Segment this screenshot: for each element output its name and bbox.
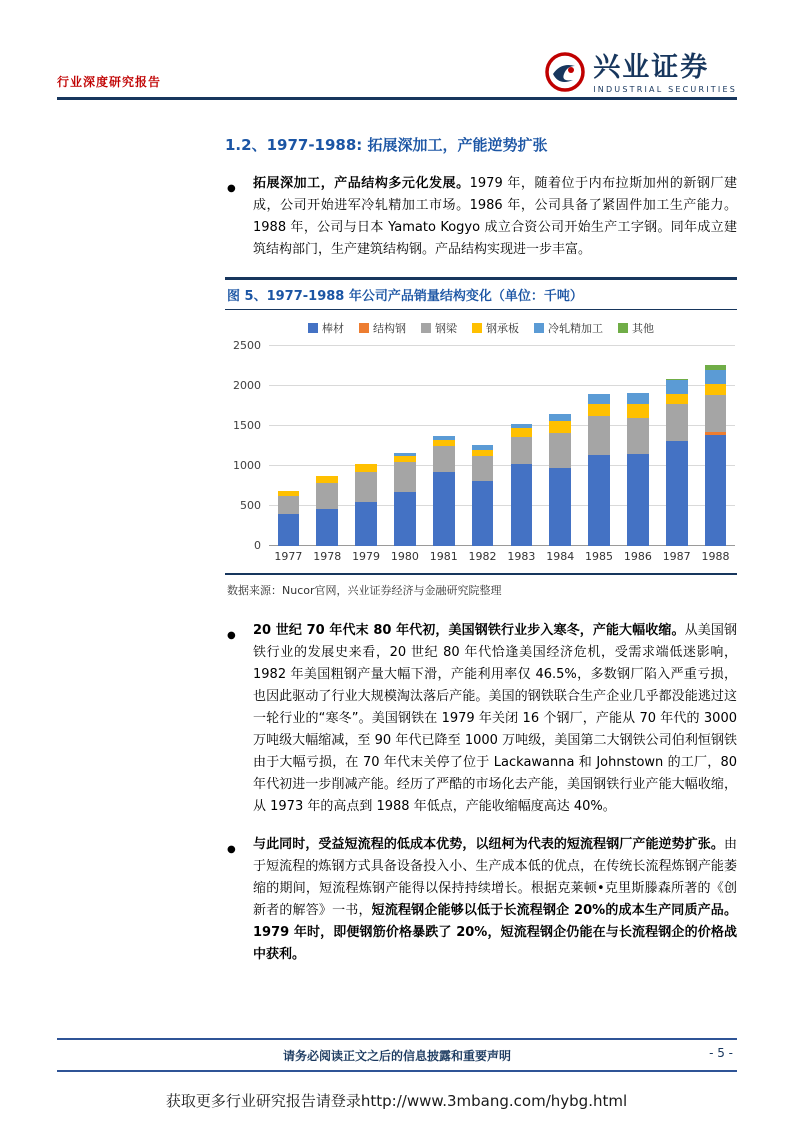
bullet-icon: ● xyxy=(227,183,236,194)
bar-slot xyxy=(618,346,657,546)
paragraph-2 xyxy=(225,620,737,818)
bar-segment xyxy=(627,418,649,454)
x-tick-label: 1983 xyxy=(507,550,536,563)
bar-segment xyxy=(394,462,416,492)
bar-segment xyxy=(705,395,727,432)
legend-label: 冷轧精加工 xyxy=(548,322,603,335)
legend-label: 棒材 xyxy=(322,322,344,335)
bar-segment xyxy=(316,509,338,546)
page-header xyxy=(57,52,737,96)
bar-slot xyxy=(385,346,424,546)
figure-title-bar xyxy=(225,277,737,310)
report-type-label: 行业深度研究报告 xyxy=(57,75,162,89)
bar-segment xyxy=(511,464,533,546)
bar-segment xyxy=(705,435,727,546)
legend-label: 其他 xyxy=(632,322,654,335)
legend-label: 钢承板 xyxy=(486,322,519,335)
bar-segment xyxy=(588,416,610,454)
chart-plot xyxy=(269,346,735,546)
legend-item xyxy=(308,320,344,336)
bar-slot xyxy=(463,346,502,546)
paragraph-3 xyxy=(225,834,737,966)
legend-swatch xyxy=(472,323,482,333)
legend-item xyxy=(359,320,406,336)
bar-slot xyxy=(269,346,308,546)
y-tick-label: 1000 xyxy=(233,459,261,472)
y-tick-label: 500 xyxy=(240,499,261,512)
brand-subtitle: INDUSTRIAL SECURITIES xyxy=(593,84,737,94)
paragraph-1 xyxy=(225,173,737,261)
bar-segment xyxy=(627,393,649,404)
x-tick-label: 1984 xyxy=(546,550,575,563)
bar-segment xyxy=(705,384,727,394)
bar-segment xyxy=(549,421,571,433)
bar-segment xyxy=(278,514,300,546)
figure-source: 数据来源：Nucor官网，兴业证券经济与金融研究院整理 xyxy=(227,584,502,597)
bar-segment xyxy=(588,455,610,546)
bar-segment xyxy=(549,414,571,421)
legend-swatch xyxy=(618,323,628,333)
legend-item xyxy=(618,320,654,336)
bar-segment xyxy=(278,496,300,514)
stacked-bar xyxy=(394,346,416,546)
bar-segment xyxy=(666,441,688,546)
bar-segment xyxy=(316,483,338,509)
footer-disclaimer: 请务必阅读正文之后的信息披露和重要声明 xyxy=(282,1049,511,1063)
x-tick-label: 1978 xyxy=(313,550,342,563)
bar-slot xyxy=(347,346,386,546)
bar-segment xyxy=(433,472,455,546)
x-tick-label: 1986 xyxy=(623,550,652,563)
header-divider xyxy=(57,97,737,100)
content-column xyxy=(225,134,737,982)
x-tick-label: 1980 xyxy=(390,550,419,563)
legend-label: 结构钢 xyxy=(373,322,406,335)
bar-segment xyxy=(355,472,377,502)
stacked-bar xyxy=(472,346,494,546)
legend-label: 钢梁 xyxy=(435,322,457,335)
x-tick-label: 1982 xyxy=(468,550,497,563)
paragraph-1-lead: 拓展深加工，产品结构多元化发展。 xyxy=(253,176,470,191)
legend-swatch xyxy=(421,323,431,333)
bar-segment xyxy=(394,492,416,546)
paragraph-2-body: 从美国钢铁行业的发展史来看，20 世纪 80 年代恰逢美国经济危机，受需求端低迷影响，1982 年美国粗钢产量大幅下滑，产能利用率仅 46.5%，多数钢厂陷入严重亏损，也因此驱动了行业大规模淘汰落后产能。美国的钢铁联合生产企业几乎都没能逃过这一轮行业的“寒冬”。美国钢铁在 1979 年关闭 16 个钢厂，产能从 70 年代的 3000 万吨级大幅缩减，至 90 年代已降至 1000 万吨级，美国第二大钢铁公司伯利恒钢铁由于大幅亏损，在 70 年代末关停了位于 Lackawanna 和 Johnstown 的工厂，80 年代初进一步削减产能。经历了严酷的市场化去产能，美国钢铁行业产能大幅收缩，从 1973 年的高点到 1988 年低点，产能收缩幅度高达 40%。 xyxy=(253,623,737,814)
bullet-icon: ● xyxy=(227,630,236,641)
stacked-bar xyxy=(666,346,688,546)
figure-title: 图 5、1977-1988 年公司产品销量结构变化（单位：千吨） xyxy=(227,289,583,304)
figure-5 xyxy=(225,277,737,598)
x-tick-label: 1981 xyxy=(429,550,458,563)
bar-segment xyxy=(549,468,571,546)
legend-item xyxy=(421,320,457,336)
bar-segment xyxy=(549,433,571,467)
bar-segment xyxy=(627,404,649,418)
bar-segment xyxy=(627,454,649,546)
paragraph-3-lead: 与此同时，受益短流程的低成本优势，以纽柯为代表的短流程钢厂产能逆势扩张。 xyxy=(253,837,724,852)
bar-segment xyxy=(472,481,494,546)
stacked-bar xyxy=(549,346,571,546)
y-tick-label: 0 xyxy=(254,539,261,552)
bar-segment xyxy=(472,456,494,481)
bar-segment xyxy=(511,437,533,463)
stacked-bar xyxy=(705,346,727,546)
bar-segment xyxy=(666,380,688,394)
bar-segment xyxy=(588,394,610,404)
chart-x-axis xyxy=(269,550,735,563)
company-logo-icon xyxy=(545,52,585,96)
bar-slot xyxy=(308,346,347,546)
y-tick-label: 1500 xyxy=(233,419,261,432)
bar-segment xyxy=(355,502,377,546)
x-tick-label: 1988 xyxy=(701,550,730,563)
page-number: - 5 - xyxy=(709,1046,733,1060)
stacked-bar xyxy=(316,346,338,546)
brand-text xyxy=(593,54,737,93)
legend-swatch xyxy=(308,323,318,333)
section-heading: 1.2、1977-1988: 拓展深加工，产能逆势扩张 xyxy=(225,136,548,154)
x-tick-label: 1987 xyxy=(662,550,691,563)
stacked-bar xyxy=(511,346,533,546)
brand-name: 兴业证券 xyxy=(593,52,710,84)
paragraph-3-body: 由于短流程的炼钢方式具备设备投入小、生产成本低的优点，在传统长流程炼钢产能萎缩的期间，短流程炼钢产能得以保持持续增长。根据克莱顿•克里斯滕森所著的《创新者的解答》一书， xyxy=(253,837,737,918)
chart-plot-wrap xyxy=(227,339,735,552)
x-tick-label: 1977 xyxy=(274,550,303,563)
x-tick-label: 1979 xyxy=(352,550,381,563)
bullet-icon: ● xyxy=(227,844,236,855)
legend-swatch xyxy=(359,323,369,333)
bar-segment xyxy=(666,394,688,404)
y-tick-label: 2500 xyxy=(233,339,261,352)
bar-slot xyxy=(696,346,735,546)
legend-swatch xyxy=(534,323,544,333)
stacked-bar xyxy=(588,346,610,546)
bar-segment xyxy=(666,404,688,441)
stacked-bar xyxy=(355,346,377,546)
stacked-bar xyxy=(433,346,455,546)
promo-line: 获取更多行业研究报告请登录http://www.3mbang.com/hybg.html xyxy=(165,1092,628,1110)
bar-segment xyxy=(705,370,727,384)
chart-legend xyxy=(227,320,735,336)
bar-segment xyxy=(355,464,377,471)
sales-structure-chart xyxy=(225,310,737,563)
bar-slot xyxy=(541,346,580,546)
legend-item xyxy=(472,320,519,336)
bar-segment xyxy=(511,428,533,437)
page-footer xyxy=(57,1038,737,1072)
bar-slot xyxy=(580,346,619,546)
brand-block xyxy=(545,52,737,96)
legend-item xyxy=(534,320,603,336)
chart-y-axis xyxy=(227,339,269,552)
paragraph-1-body: 1979 年，随着位于内布拉斯加州的新钢厂建成，公司开始进军冷轧精加工市场。1986 年，公司具备了紧固件加工生产能力。1988 年，公司与日本 Yamato Kogyo 成立合资公司开始生产工字钢。同年成立建筑结构部门，生产建筑结构钢。产品结构实现进一步丰富。 xyxy=(253,176,737,257)
bar-segment xyxy=(588,404,610,417)
bars-layer xyxy=(269,346,735,546)
bar-slot xyxy=(502,346,541,546)
stacked-bar xyxy=(627,346,649,546)
x-tick-label: 1985 xyxy=(585,550,614,563)
paragraph-3-bold-tail: 短流程钢企能够以低于长流程钢企 20%的成本生产同质产品。1979 年时，即便钢筋价格暴跌了 20%，短流程钢企仍能在与长流程钢企的价格战中获利。 xyxy=(253,903,737,962)
stacked-bar xyxy=(278,346,300,546)
bar-slot xyxy=(424,346,463,546)
paragraph-2-lead: 20 世纪 70 年代末 80 年代初，美国钢铁行业步入寒冬，产能大幅收缩。 xyxy=(253,623,685,638)
bar-segment xyxy=(433,446,455,472)
bar-slot xyxy=(657,346,696,546)
y-tick-label: 2000 xyxy=(233,379,261,392)
